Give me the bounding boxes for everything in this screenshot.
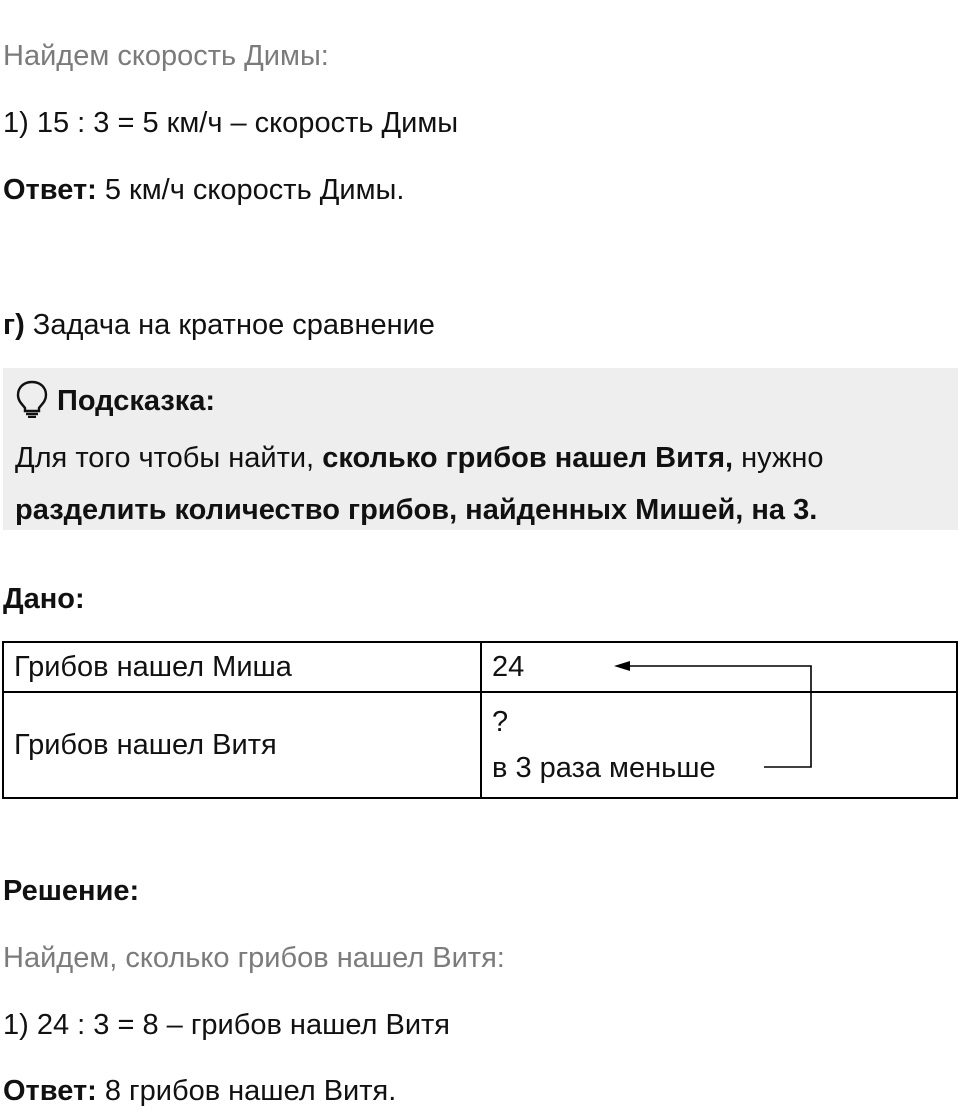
answer-text: 8 грибов нашел Витя.	[96, 1075, 397, 1107]
mushrooms-calc-line: 1) 24 : 3 = 8 – грибов нашел Витя	[3, 1009, 451, 1041]
speed-answer	[3, 172, 404, 208]
speed-calc-line: 1) 15 : 3 = 5 км/ч – скорость Димы	[3, 107, 459, 139]
relation-note: в 3 раза меньше	[492, 752, 716, 784]
task-label: г)	[3, 309, 25, 341]
task-title	[3, 307, 435, 343]
hint-text-part: Для того чтобы найти,	[15, 442, 323, 474]
table-row	[3, 692, 957, 798]
hint-text-part: нужно	[733, 442, 824, 474]
task-title-text: Задача на кратное сравнение	[24, 309, 435, 341]
find-mushrooms-line: Найдем, сколько грибов нашел Витя:	[3, 942, 505, 974]
given-heading-text: Дано:	[3, 583, 85, 615]
hint-text-bold: сколько грибов нашел Витя,	[322, 442, 734, 474]
hint-title	[15, 380, 215, 419]
answer-label: Ответ:	[3, 174, 97, 206]
answer-text: 5 км/ч скорость Димы.	[96, 174, 405, 206]
given-table	[2, 641, 958, 799]
lightbulb-icon	[15, 380, 49, 418]
hint-text-bold: разделить количество грибов, найденных Мишей, на 3.	[15, 494, 818, 526]
solution-heading	[3, 873, 139, 909]
solution-heading-text: Решение:	[3, 875, 140, 907]
table-cell-label: Грибов нашел Витя	[3, 692, 481, 798]
table-row	[3, 642, 957, 692]
table-cell-value: 24	[481, 642, 957, 692]
unknown-value: ?	[492, 706, 509, 738]
hint-text	[15, 432, 945, 536]
answer-label: Ответ:	[3, 1075, 97, 1107]
hint-box	[3, 368, 958, 530]
given-heading	[3, 581, 85, 617]
hint-title-text: Подсказка:	[57, 385, 216, 417]
find-speed-line: Найдем скорость Димы:	[3, 40, 329, 72]
mushrooms-answer	[3, 1073, 396, 1109]
table-cell-value	[481, 692, 957, 798]
table-cell-label: Грибов нашел Миша	[3, 642, 481, 692]
